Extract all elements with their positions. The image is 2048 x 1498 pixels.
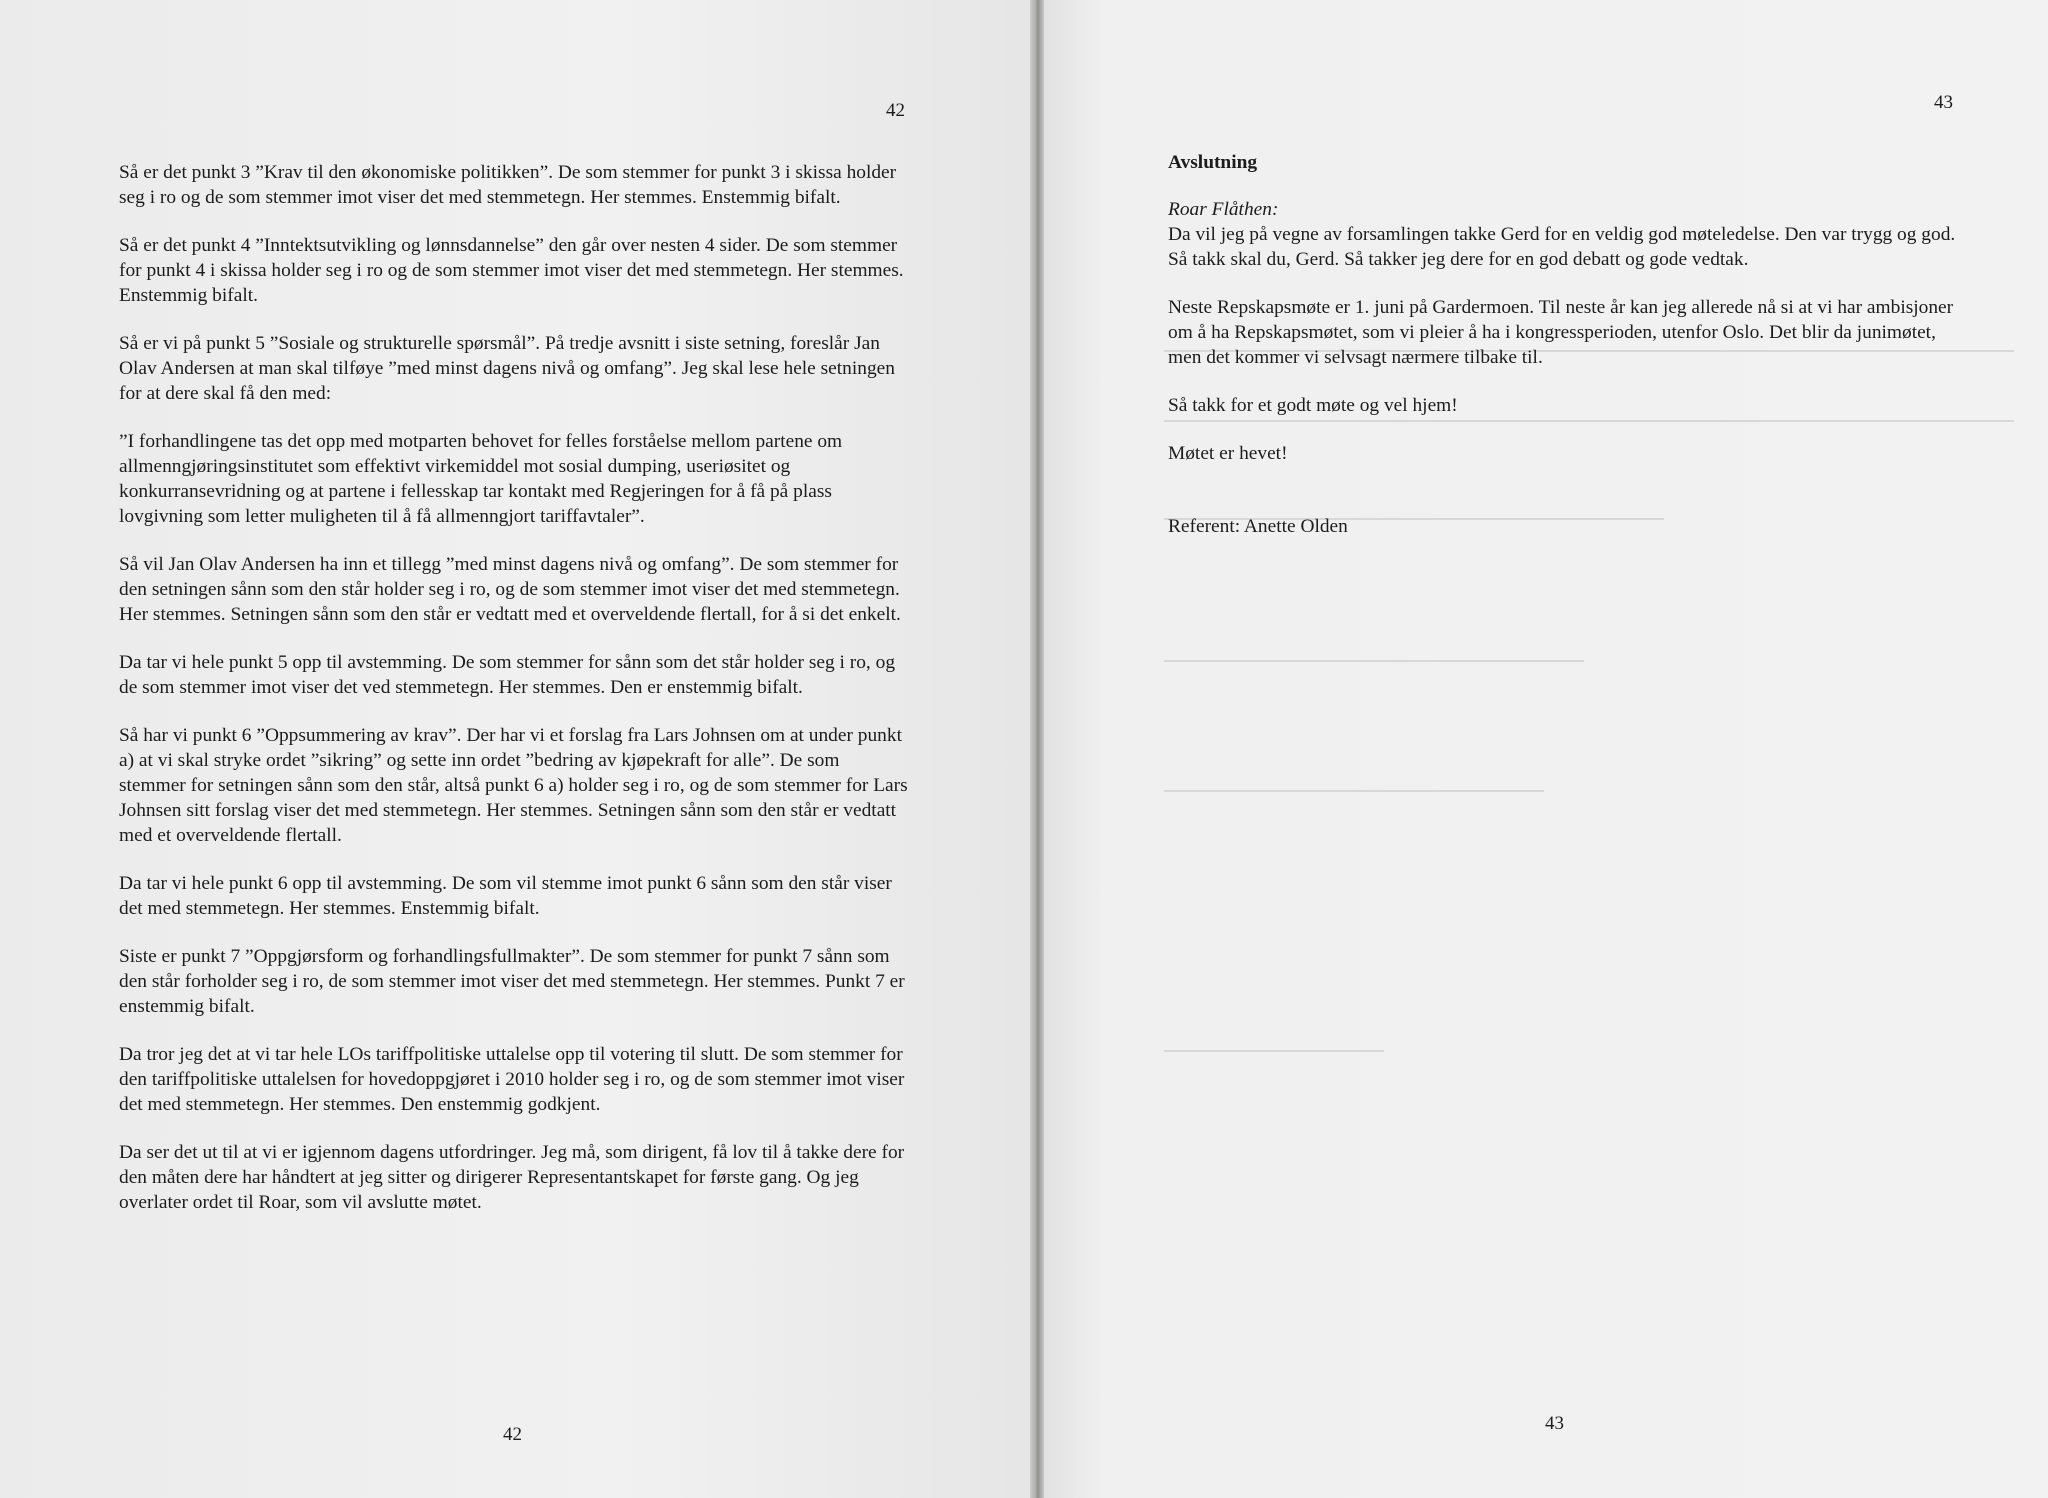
right-page-body bbox=[1168, 150, 1968, 562]
speaker-name: Roar Flåthen: bbox=[1168, 199, 1279, 220]
left-page-body bbox=[119, 160, 909, 1238]
referent-line: Referent: Anette Olden bbox=[1168, 516, 1348, 537]
right-page-number-bottom: 43 bbox=[1545, 1413, 1564, 1434]
bleed-through-line bbox=[1164, 660, 1584, 662]
paragraph: Så har vi punkt 6 ”Oppsummering av krav”. Der har vi et forslag fra Lars Johnsen om at under punkt a) at vi skal stryke ordet ”sikring” og sette inn ordet ”bedring av kjøpekraft for alle”. De som stemmer for setningen sånn som den står, altså punkt 6 a) holder seg i ro, og de som stemmer for Lars Johnsen sitt forslag viser det med stemmetegn. Her stemmes. Setningen sånn som den står er vedtatt med et overveldende flertall. bbox=[119, 725, 908, 846]
book-gutter bbox=[1030, 0, 1044, 1498]
left-page-number-bottom: 42 bbox=[503, 1424, 522, 1445]
paragraph: Så takk for et godt møte og vel hjem! bbox=[1168, 395, 1458, 416]
section-heading: Avslutning bbox=[1168, 152, 1258, 173]
paragraph: Så er vi på punkt 5 ”Sosiale og strukturelle spørsmål”. På tredje avsnitt i siste setning, foreslår Jan Olav Andersen at man skal tilføye ”med minst dagens nivå og omfang”. Jeg skal lese hele setningen for at dere skal få den med: bbox=[119, 333, 895, 404]
paragraph: Så er det punkt 4 ”Inntektsutvikling og lønnsdannelse” den går over nesten 4 sider. De som stemmer for punkt 4 i skissa holder seg i ro og de som stemmer imot viser det med stemmetegn. Her stemmes. Enstemmig bifalt. bbox=[119, 235, 904, 306]
paragraph: Så er det punkt 3 ”Krav til den økonomiske politikken”. De som stemmer for punkt 3 i skissa holder seg i ro og de som stemmer imot viser det med stemmetegn. Her stemmes. Enstemmig bifalt. bbox=[119, 162, 897, 208]
paragraph: Så vil Jan Olav Andersen ha inn et tillegg ”med minst dagens nivå og omfang”. De som stemmer for den setningen sånn som den står holder seg i ro, og de som stemmer imot viser det med stemmetegn. Her stemmes. Setningen sånn som den står er vedtatt med et overveldende flertall, for å si det enkelt. bbox=[119, 554, 901, 625]
paragraph: Da tar vi hele punkt 5 opp til avstemming. De som stemmer for sånn som det står holder seg i ro, og de som stemmer imot viser det ved stemmetegn. Her stemmes. Den er enstemmig bifalt. bbox=[119, 652, 896, 698]
paragraph: Siste er punkt 7 ”Oppgjørsform og forhandlingsfullmakter”. De som stemmer for punkt 7 sånn som den står forholder seg i ro, de som stemmer imot viser det med stemmetegn. Her stemmes. Punkt 7 er enstemmig bifalt. bbox=[119, 946, 905, 1017]
bleed-through-line bbox=[1164, 790, 1544, 792]
quoted-paragraph: ”I forhandlingene tas det opp med motparten behovet for felles forståelse mellom partene om allmenngjøringsinstitutet som effektivt virkemiddel mot sosial dumping, useriøsitet og konkurransevridning og at partene i fellesskap tar kontakt med Regjeringen for å få på plass lovgivning som letter muligheten til å få allmenngjort tariffavtaler”. bbox=[119, 431, 843, 527]
paragraph: Da vil jeg på vegne av forsamlingen takke Gerd for en veldig god møteledelse. Den var trygg og god. Så takk skal du, Gerd. Så takker jeg dere for en god debatt og gode vedtak. bbox=[1168, 224, 1956, 270]
left-page-number-top: 42 bbox=[886, 100, 905, 121]
paragraph: Da tar vi hele punkt 6 opp til avstemming. De som vil stemme imot punkt 6 sånn som den står viser det med stemmetegn. Her stemmes. Enstemmig bifalt. bbox=[119, 873, 892, 919]
paragraph: Da tror jeg det at vi tar hele LOs tariffpolitiske uttalelse opp til votering til slutt. De som stemmer for den tariffpolitiske uttalelsen for hovedoppgjøret i 2010 holder seg i ro, og de som stemmer imot viser det med stemmetegn. Her stemmes. Den enstemmig godkjent. bbox=[119, 1044, 905, 1115]
paragraph: Møtet er hevet! bbox=[1168, 443, 1288, 464]
right-page-number-top: 43 bbox=[1934, 92, 1953, 113]
paragraph: Neste Repskapsmøte er 1. juni på Gardermoen. Til neste år kan jeg allerede nå si at vi har ambisjoner om å ha Repskapsmøtet, som vi pleier å ha i kongressperioden, utenfor Oslo. Det blir da junimøtet, men det kommer vi selvsagt nærmere tilbake til. bbox=[1168, 297, 1954, 368]
paragraph: Da ser det ut til at vi er igjennom dagens utfordringer. Jeg må, som dirigent, få lov til å takke dere for den måten dere har håndtert at jeg sitter og dirigerer Representantskapet for første gang. Og jeg overlater ordet til Roar, som vil avslutte møtet. bbox=[119, 1142, 905, 1213]
bleed-through-line bbox=[1164, 1050, 1384, 1052]
